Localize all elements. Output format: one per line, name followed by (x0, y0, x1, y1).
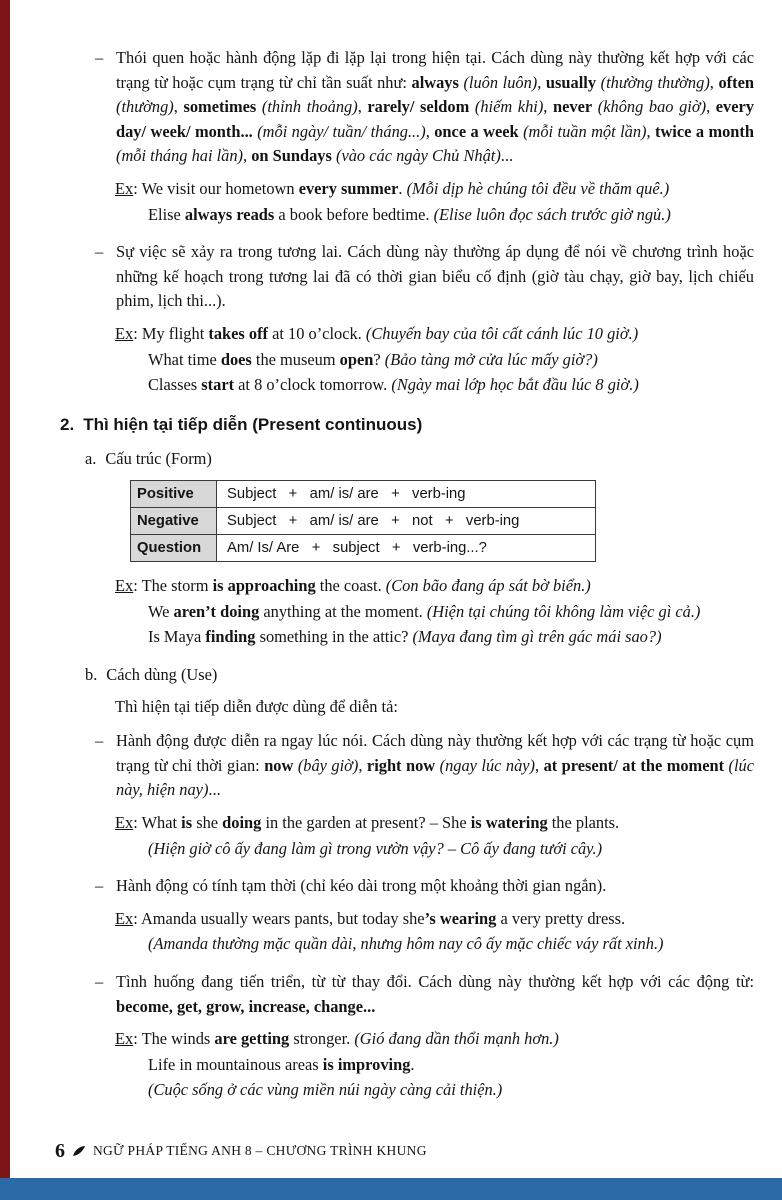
example-block-form (115, 574, 754, 650)
usage-text-changing: Tình huống đang tiến triển, từ từ thay đổi. Cách dùng này thường kết hợp với các động từ: become, get, grow, increase, change... (116, 971, 754, 1016)
form-table-label: Question (131, 535, 217, 562)
form-table-label: Negative (131, 508, 217, 535)
spine-stripe (0, 0, 10, 1178)
example-line: Ex: My flight takes off at 10 o’clock. (Chuyến bay của tôi cất cánh lúc 10 giờ.) (115, 324, 639, 344)
example-line: Ex: The storm is approaching the coast. (Con bão đang áp sát bờ biển.) (115, 576, 591, 596)
section-heading-present-continuous (60, 412, 754, 438)
example-line: Classes start at 8 o’clock tomorrow. (Ngày mai lớp học bắt đầu lúc 8 giờ.) (148, 375, 639, 395)
form-table-formula: Am/ Is/ Are + subject + verb-ing...? (217, 535, 596, 562)
example-block-temporary (115, 907, 754, 957)
bullet-dash: – (95, 971, 104, 991)
example-line: Ex: We visit our hometown every summer. (Mỗi dịp hè chúng tôi đều về thăm quê.) (115, 179, 670, 199)
usage-text-temporary: Hành động có tính tạm thời (chỉ kéo dài trong một khoảng thời gian ngắn). (116, 876, 607, 896)
usage-item-repeat (95, 46, 754, 169)
example-line: Ex: Amanda usually wears pants, but today she’s wearing a very pretty dress. (115, 908, 626, 928)
bullet-dash: – (95, 876, 104, 896)
example-line: (Hiện giờ cô ấy đang làm gì trong vườn vậy? – Cô ấy đang tưới cây.) (148, 838, 603, 858)
example-line: Is Maya finding something in the attic? (Maya đang tìm gì trên gác mái sao?) (148, 627, 662, 647)
usage-item-temporary (95, 874, 754, 899)
usage-item-now (95, 729, 754, 803)
usage-item-changing (95, 970, 754, 1019)
example-line: We aren’t doing anything at the moment. (Hiện tại chúng tôi không làm việc gì cả.) (148, 601, 701, 621)
use-intro-text: Thì hiện tại tiếp diễn được dùng để diễn tả: (115, 697, 398, 717)
page-content (60, 46, 755, 1116)
form-table-label: Positive (131, 481, 217, 508)
usage-text-now: Hành động được diễn ra ngay lúc nói. Cách dùng này thường kết hợp với các trạng từ hoặc cụm trạng từ chỉ thời gian: now (bây giờ), right now (ngay lúc này), at present/ at the moment (lúc này, hiện nay)... (116, 731, 755, 800)
example-block-changing (115, 1027, 754, 1103)
example-line: Ex: What is she doing in the garden at present? – She is watering the plants. (115, 812, 620, 832)
example-block-future (115, 322, 754, 398)
bullet-dash: – (95, 48, 104, 67)
bullet-dash: – (95, 731, 104, 751)
example-line: Elise always reads a book before bedtime. (Elise luôn đọc sách trước giờ ngủ.) (148, 204, 671, 224)
subsection-letter: a. (85, 449, 97, 469)
form-table-formula: Subject + am/ is/ are + not + verb-ing (217, 508, 596, 535)
usage-text-future: Sự việc sẽ xảy ra trong tương lai. Cách dùng này thường áp dụng để nói về chương trình hoặc những kế hoạch trong tương lai đã có thời gian biểu cố định (giờ tàu chạy, giờ bay, lịch chiếu phim, lịch thi...). (116, 242, 754, 311)
example-block-repeat (115, 177, 754, 227)
form-table-row (131, 481, 596, 508)
usage-text-repeat: Thói quen hoặc hành động lặp đi lặp lại trong hiện tại. Cách dùng này thường kết hợp với các trạng từ hoặc cụm trạng từ chỉ tần suất như: always (luôn luôn), usually (thường thường), often (thường), sometimes (thỉnh thoảng), rarely/ seldom (hiếm khi), never (không bao giờ), every day/ week/ month... (mỗi ngày/ tuần/ tháng...), once a week (mỗi tuần một lần), twice a month (mỗi tháng hai lần), on Sundays (vào các ngày Chủ Nhật)... (116, 48, 754, 166)
example-line: What time does the museum open? (Bảo tàng mở cửa lúc mấy giờ?) (148, 349, 598, 369)
usage-item-future (95, 240, 754, 314)
footer-ornament-icon (72, 1145, 86, 1157)
form-table-row (131, 535, 596, 562)
form-table (130, 480, 596, 562)
example-line: (Amanda thường mặc quần dài, nhưng hôm nay cô ấy mặc chiếc váy rất xinh.) (148, 934, 664, 954)
section-title: Thì hiện tại tiếp diễn (Present continuous) (83, 414, 423, 434)
page-number: 6 (55, 1140, 65, 1162)
example-line: (Cuộc sống ở các vùng miền núi ngày càng cải thiện.) (148, 1080, 503, 1100)
footer-book-title: NGỮ PHÁP TIẾNG ANH 8 – CHƯƠNG TRÌNH KHUNG (93, 1142, 427, 1158)
section-number: 2. (60, 414, 75, 434)
footer-bar (0, 1178, 782, 1200)
bullet-dash: – (95, 242, 104, 262)
example-line: Ex: The winds are getting stronger. (Gió đang dần thổi mạnh hơn.) (115, 1029, 559, 1049)
page-footer (55, 1136, 427, 1166)
subsection-title: Cấu trúc (Form) (105, 449, 212, 469)
form-table-row (131, 508, 596, 535)
subsection-heading-use (85, 663, 754, 688)
form-table-formula: Subject + am/ is/ are + verb-ing (217, 481, 596, 508)
subsection-letter: b. (85, 664, 98, 684)
example-block-now (115, 811, 754, 861)
example-line: Life in mountainous areas is improving. (148, 1054, 415, 1074)
subsection-heading-form (85, 447, 754, 472)
subsection-title: Cách dùng (Use) (106, 664, 218, 684)
